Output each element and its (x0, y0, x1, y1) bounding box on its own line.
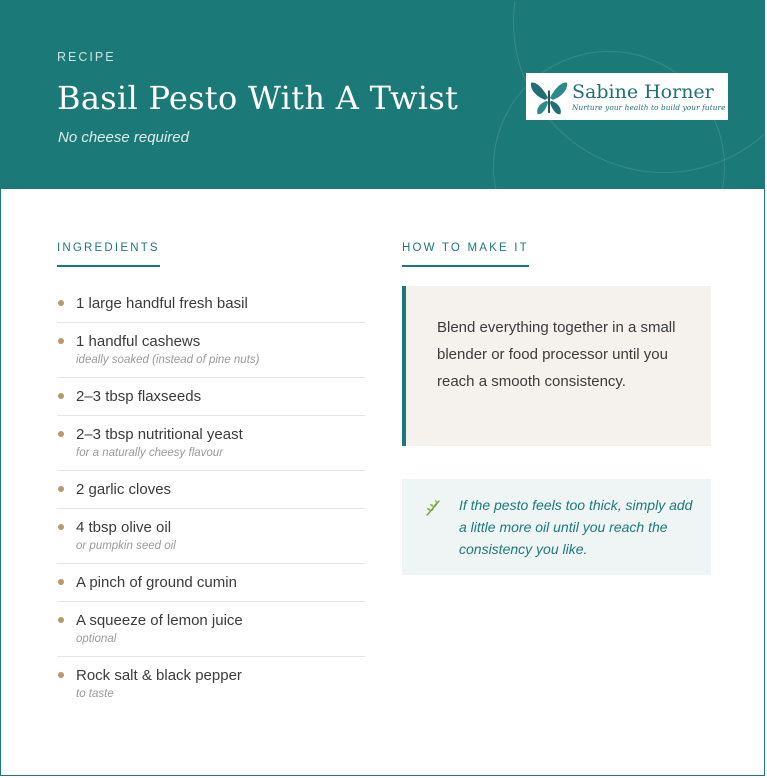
logo-tagline: Nurture your health to build your future (572, 103, 726, 112)
ingredient-item (57, 471, 365, 509)
ingredient-item (57, 564, 365, 602)
bullet-dot-icon (58, 338, 64, 344)
recipe-header (1, 1, 764, 189)
herb-sprig-icon (424, 499, 442, 517)
ingredient-name: 2–3 tbsp flaxseeds (76, 388, 202, 405)
ingredients-heading: INGREDIENTS (57, 242, 160, 267)
recipe-eyebrow: RECIPE (57, 50, 116, 64)
ingredient-name: 4 tbsp olive oil (76, 519, 172, 536)
bullet-dot-icon (58, 672, 64, 678)
logo-name: Sabine Horner (572, 81, 714, 103)
ingredient-item (57, 509, 365, 564)
ingredient-name: 2–3 tbsp nutritional yeast (76, 426, 243, 443)
ingredient-note: or pumpkin seed oil (76, 540, 176, 552)
bullet-dot-icon (58, 486, 64, 492)
brand-logo (526, 73, 728, 120)
ingredient-note: for a naturally cheesy flavour (76, 447, 224, 459)
ingredient-item (57, 323, 365, 378)
butterfly-logo-icon (530, 77, 568, 117)
tip-box (402, 479, 711, 575)
ingredient-name: A squeeze of lemon juice (76, 612, 243, 629)
bullet-dot-icon (58, 579, 64, 585)
bullet-dot-icon (58, 617, 64, 623)
ingredient-item (57, 285, 365, 323)
ingredient-item (57, 657, 365, 711)
ingredients-list (57, 285, 365, 711)
ingredient-name: Rock salt & black pepper (76, 667, 242, 684)
ingredient-name: 1 large handful fresh basil (76, 295, 248, 312)
bullet-dot-icon (58, 431, 64, 437)
bullet-dot-icon (58, 524, 64, 530)
ingredient-name: 1 handful cashews (76, 333, 201, 350)
method-box (402, 286, 711, 446)
method-heading: HOW TO MAKE IT (402, 242, 529, 267)
ingredient-note: optional (76, 633, 117, 645)
recipe-subtitle: No cheese required (58, 129, 189, 146)
ingredient-name: 2 garlic cloves (76, 481, 172, 498)
ingredient-item (57, 416, 365, 471)
tip-text: If the pesto feels too thick, simply add a little more oil until you reach the consistency you like. (459, 497, 693, 557)
bullet-dot-icon (58, 393, 64, 399)
ingredient-item (57, 378, 365, 416)
bullet-dot-icon (58, 300, 64, 306)
ingredient-note: to taste (76, 688, 114, 700)
ingredient-item (57, 602, 365, 657)
method-text: Blend everything together in a small blender or food processor until you reach a smooth consistency. (437, 319, 676, 390)
recipe-title: Basil Pesto With A Twist (57, 79, 459, 117)
ingredient-note: ideally soaked (instead of pine nuts) (76, 354, 260, 366)
ingredient-name: A pinch of ground cumin (76, 574, 237, 591)
